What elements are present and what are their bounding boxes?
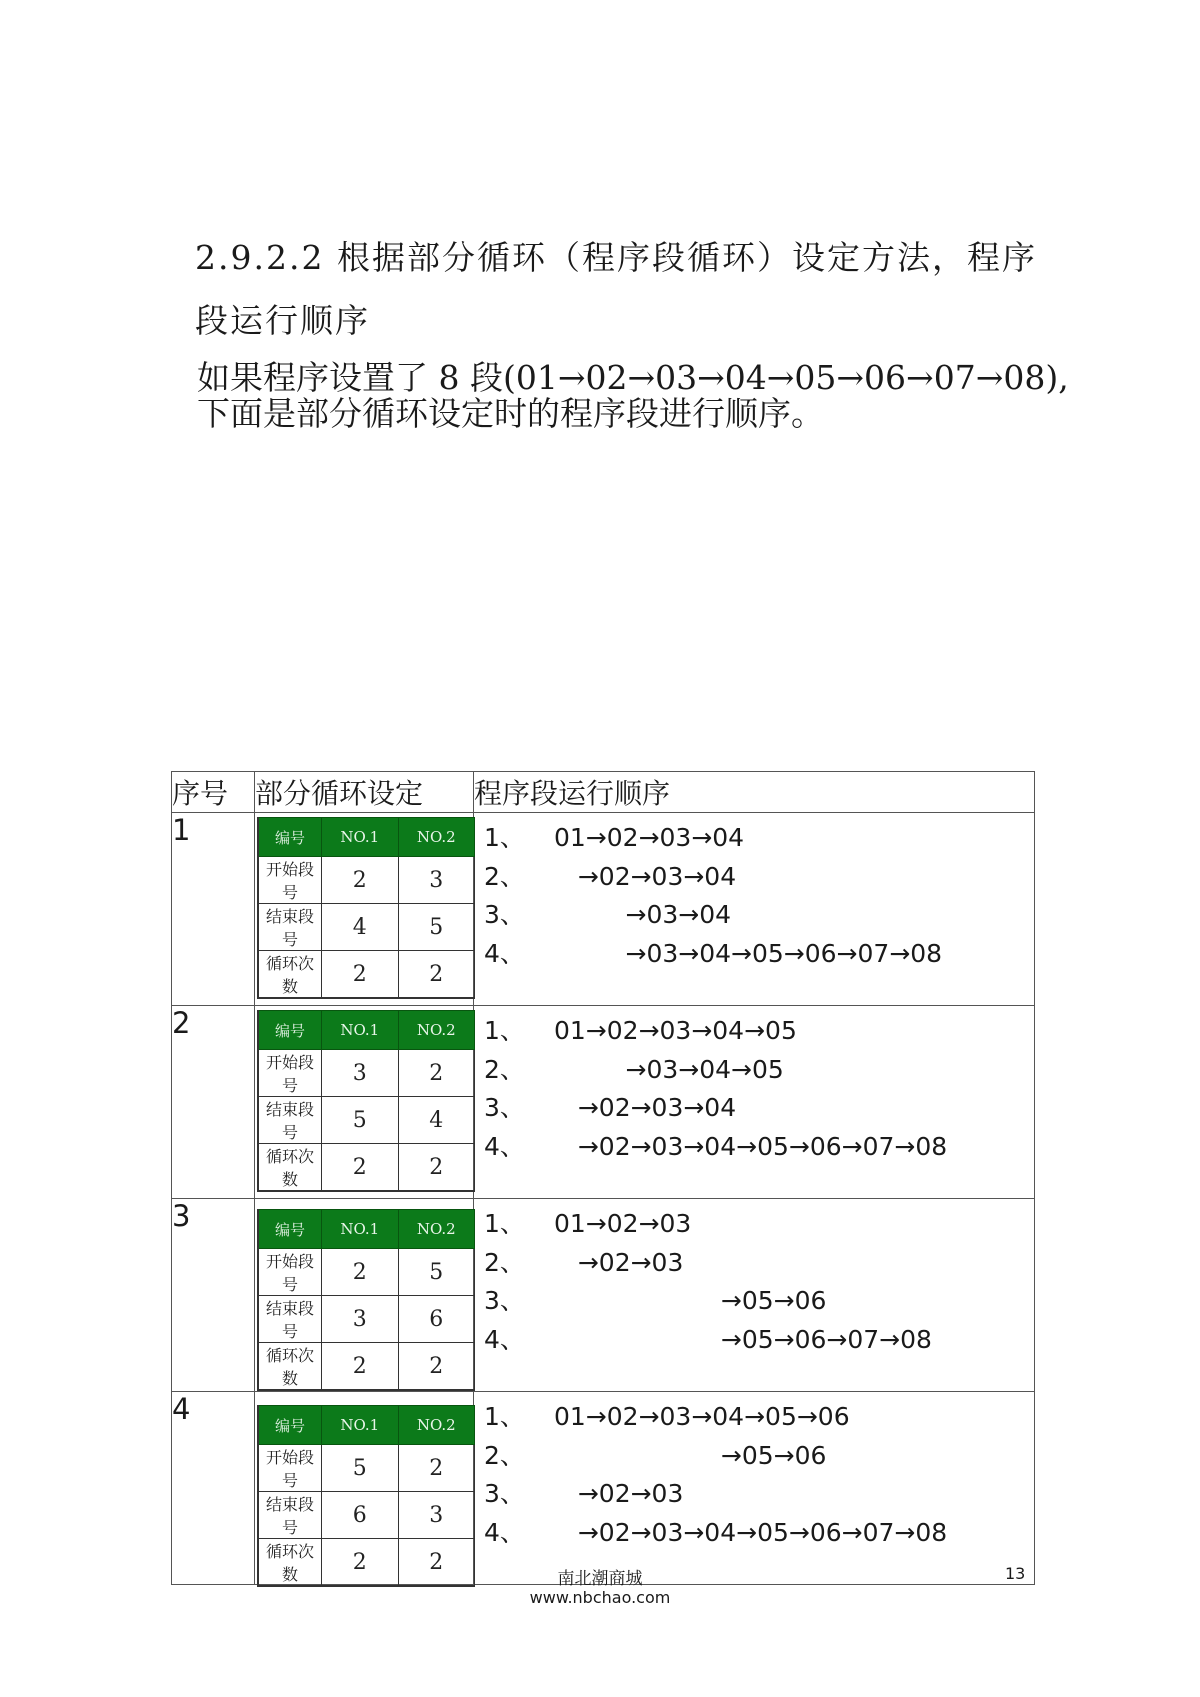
table-row — [172, 813, 1035, 1006]
settings-label: 循环次数 — [258, 1343, 322, 1391]
settings-row-start — [258, 1249, 475, 1296]
segment-path: →02→03 — [554, 1247, 684, 1277]
settings-value: 3 — [322, 1050, 399, 1097]
settings-value: 3 — [398, 857, 475, 904]
footer-url[interactable]: www.nbchao.com — [529, 1588, 671, 1607]
run-order-line — [484, 1437, 1034, 1476]
segment-path: 01→02→03→04→05→06 — [554, 1402, 850, 1431]
settings-value: 4 — [322, 904, 399, 951]
settings-value: 3 — [322, 1296, 399, 1343]
segment-path: 01→02→03→04 — [554, 823, 745, 852]
settings-value: 4 — [398, 1097, 475, 1144]
segment-path: →02→03→04→05→06→07→08 — [554, 1131, 948, 1161]
settings-header-cell: NO.2 — [398, 1210, 475, 1249]
settings-label: 开始段号 — [258, 1249, 322, 1296]
section-heading: 2.9.2.2 根据部分循环（程序段循环）设定方法，程序 — [195, 238, 1037, 277]
settings-value: 2 — [322, 857, 399, 904]
row-seq: 3 — [172, 1199, 255, 1392]
line-number: 3、 — [484, 1286, 525, 1315]
settings-label: 开始段号 — [258, 1050, 322, 1097]
settings-row-start — [258, 1050, 475, 1097]
intro-text-line-1: 如果程序设置了 8 段(01→02→03→04→05→06→07→08), — [197, 358, 1069, 397]
settings-label: 开始段号 — [258, 1445, 322, 1492]
loop-order-table — [171, 771, 1035, 1585]
settings-label: 循环次数 — [258, 951, 322, 999]
settings-value: 2 — [398, 1144, 475, 1192]
settings-header-row — [258, 1406, 475, 1445]
settings-row-count — [258, 951, 475, 999]
settings-value: 2 — [322, 1144, 399, 1192]
run-order-cell — [474, 1199, 1035, 1392]
line-number: 4、 — [484, 1324, 525, 1354]
settings-row-end — [258, 1296, 475, 1343]
line-number: 3、 — [484, 1479, 525, 1508]
settings-row-start — [258, 857, 475, 904]
settings-header-cell: 编号 — [258, 1011, 322, 1050]
line-number: 2、 — [484, 1247, 525, 1277]
settings-value: 2 — [398, 1539, 475, 1587]
line-number: 2、 — [484, 861, 525, 891]
run-order-cell — [474, 1006, 1035, 1199]
segment-path: →02→03→04 — [554, 861, 737, 891]
loop-settings-cell — [255, 1392, 474, 1585]
settings-row-count — [258, 1343, 475, 1391]
settings-row-count — [258, 1144, 475, 1192]
intro-text-line-2: 下面是部分循环设定时的程序段进行顺序。 — [197, 394, 824, 433]
line-number: 2、 — [484, 1440, 525, 1470]
run-order-line — [484, 819, 1034, 858]
settings-header-row — [258, 818, 475, 857]
table-row — [172, 1199, 1035, 1392]
settings-value: 5 — [398, 1249, 475, 1296]
line-number: 1、 — [484, 1016, 525, 1045]
settings-value: 5 — [322, 1445, 399, 1492]
line-number: 1、 — [484, 823, 525, 852]
settings-label: 结束段号 — [258, 1492, 322, 1539]
settings-value: 3 — [398, 1492, 475, 1539]
settings-row-end — [258, 1097, 475, 1144]
header-run-order: 程序段运行顺序 — [474, 772, 1035, 813]
segment-path: →05→06 — [554, 1440, 827, 1470]
row-seq: 4 — [172, 1392, 255, 1585]
segment-path: 01→02→03 — [554, 1209, 692, 1238]
run-order-line — [484, 1205, 1034, 1244]
settings-value: 5 — [322, 1097, 399, 1144]
settings-header-row — [258, 1011, 475, 1050]
settings-label: 循环次数 — [258, 1539, 322, 1587]
run-order-line — [484, 1128, 1034, 1167]
settings-row-start — [258, 1445, 475, 1492]
footer-site-name: 南北潮商城 — [557, 1569, 643, 1589]
segment-path: →05→06→07→08 — [554, 1324, 932, 1354]
run-order-line — [484, 935, 1034, 974]
settings-label: 结束段号 — [258, 904, 322, 951]
table-row — [172, 1006, 1035, 1199]
settings-row-end — [258, 904, 475, 951]
line-number: 1、 — [484, 1402, 525, 1431]
run-order-line — [484, 1089, 1034, 1128]
settings-header-cell: NO.1 — [322, 1011, 399, 1050]
settings-header-cell: NO.2 — [398, 1406, 475, 1445]
settings-value: 6 — [398, 1296, 475, 1343]
run-order-line — [484, 1321, 1034, 1360]
settings-header-row — [258, 1210, 475, 1249]
header-seq: 序号 — [172, 772, 255, 813]
settings-label: 开始段号 — [258, 857, 322, 904]
settings-value: 2 — [398, 1343, 475, 1391]
line-number: 4、 — [484, 938, 525, 968]
settings-value: 2 — [322, 1539, 399, 1587]
segment-path: →02→03→04 — [554, 1093, 737, 1122]
run-order-cell — [474, 1392, 1035, 1585]
settings-label: 结束段号 — [258, 1097, 322, 1144]
settings-value: 2 — [322, 951, 399, 999]
settings-header-cell: NO.2 — [398, 818, 475, 857]
loop-settings-table — [257, 1405, 475, 1587]
settings-value: 2 — [398, 1050, 475, 1097]
settings-value: 2 — [398, 951, 475, 999]
loop-settings-cell — [255, 813, 474, 1006]
row-seq: 1 — [172, 813, 255, 1006]
settings-value: 2 — [322, 1249, 399, 1296]
header-settings: 部分循环设定 — [255, 772, 474, 813]
settings-header-cell: NO.2 — [398, 1011, 475, 1050]
run-order-line — [484, 1244, 1034, 1283]
segment-path: →02→03→04→05→06→07→08 — [554, 1517, 948, 1547]
settings-value: 2 — [322, 1343, 399, 1391]
run-order-line — [484, 1514, 1034, 1553]
settings-value: 2 — [398, 1445, 475, 1492]
section-heading-continued: 段运行顺序 — [195, 301, 370, 340]
loop-settings-table — [257, 817, 475, 999]
segment-path: →02→03 — [554, 1479, 684, 1508]
settings-header-cell: NO.1 — [322, 1406, 399, 1445]
run-order-line — [484, 1398, 1034, 1437]
segment-path: 01→02→03→04→05 — [554, 1016, 797, 1045]
line-number: 3、 — [484, 900, 525, 929]
loop-settings-cell — [255, 1006, 474, 1199]
settings-label: 结束段号 — [258, 1296, 322, 1343]
segment-path: →03→04→05 — [554, 1054, 784, 1084]
line-number: 2、 — [484, 1054, 525, 1084]
settings-value: 6 — [322, 1492, 399, 1539]
settings-label: 循环次数 — [258, 1144, 322, 1192]
run-order-line — [484, 1282, 1034, 1321]
settings-value: 5 — [398, 904, 475, 951]
settings-header-cell: 编号 — [258, 1210, 322, 1249]
run-order-line — [484, 1012, 1034, 1051]
settings-row-end — [258, 1492, 475, 1539]
table-row — [172, 1392, 1035, 1585]
run-order-cell — [474, 813, 1035, 1006]
run-order-line — [484, 858, 1034, 897]
loop-settings-table — [257, 1209, 475, 1391]
line-number: 4、 — [484, 1131, 525, 1161]
segment-path: →05→06 — [554, 1286, 827, 1315]
settings-header-cell: 编号 — [258, 818, 322, 857]
segment-path: →03→04 — [554, 900, 732, 929]
settings-header-cell: NO.1 — [322, 1210, 399, 1249]
line-number: 4、 — [484, 1517, 525, 1547]
page-number: 13 — [1005, 1564, 1026, 1583]
table-header-row — [172, 772, 1035, 813]
settings-header-cell: 编号 — [258, 1406, 322, 1445]
run-order-line — [484, 1475, 1034, 1514]
settings-header-cell: NO.1 — [322, 818, 399, 857]
loop-settings-cell — [255, 1199, 474, 1392]
run-order-line — [484, 896, 1034, 935]
loop-settings-table — [257, 1010, 475, 1192]
segment-path: →03→04→05→06→07→08 — [554, 938, 943, 968]
row-seq: 2 — [172, 1006, 255, 1199]
line-number: 3、 — [484, 1093, 525, 1122]
run-order-line — [484, 1051, 1034, 1090]
line-number: 1、 — [484, 1209, 525, 1238]
